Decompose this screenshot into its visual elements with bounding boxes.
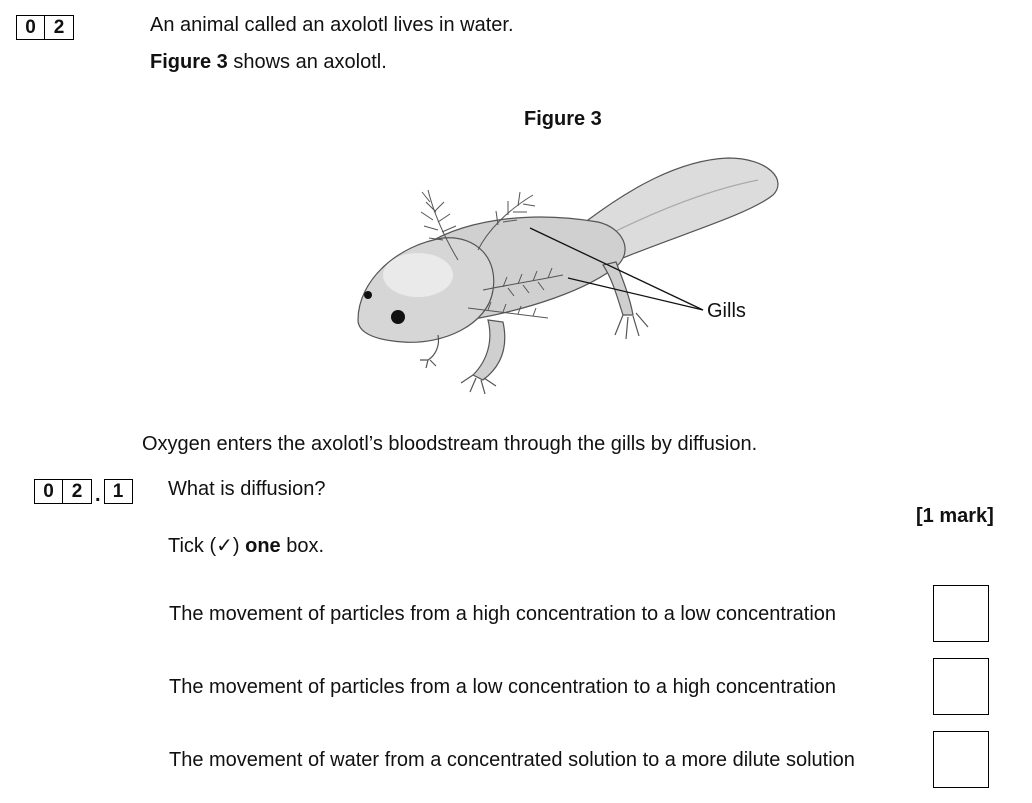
marks-label: [1 mark] [916,505,994,527]
tick-instruction-pre: Tick (✓) [168,535,246,557]
axolotl-nostril [391,310,405,324]
figure-reference [150,51,387,74]
gills-label: Gills [707,300,746,322]
question-intro: An animal called an axolotl lives in water. [150,14,514,36]
option-3-tickbox[interactable] [933,731,989,788]
figure-title: Figure 3 [524,108,602,130]
question-digit-1: 0 [16,15,45,40]
question-digit-2: 2 [45,15,74,40]
subquestion-part-digit: 1 [104,479,133,504]
axolotl-eye [364,291,372,299]
subquestion-digit-2: 2 [63,479,92,504]
question-context: Oxygen enters the axolotl’s bloodstream through the gills by diffusion. [142,433,758,455]
figure-reference-rest: shows an axolotl. [227,51,387,73]
subquestion-separator: . [95,484,101,506]
axolotl-front-leg [473,320,505,380]
subquestion-digit-1: 0 [34,479,63,504]
option-2-tickbox[interactable] [933,658,989,715]
tick-instruction [168,533,324,558]
option-1-text: The movement of particles from a high concentration to a low concentration [169,603,837,625]
figure-reference-bold: Figure 3 [150,51,228,73]
gills-pointer-line-2 [568,278,703,310]
option-3-text: The movement of water from a concentrated solution to a more dilute solution [169,749,855,771]
tick-instruction-post: box. [280,535,325,557]
option-2-text: The movement of particles from a low concentration to a high concentration [169,676,837,698]
tick-instruction-bold: one [245,535,281,557]
option-1-tickbox[interactable] [933,585,989,642]
subquestion-prompt: What is diffusion? [168,478,326,500]
question-number [16,15,74,40]
subquestion-number [34,479,133,504]
axolotl-illustration [348,150,788,405]
